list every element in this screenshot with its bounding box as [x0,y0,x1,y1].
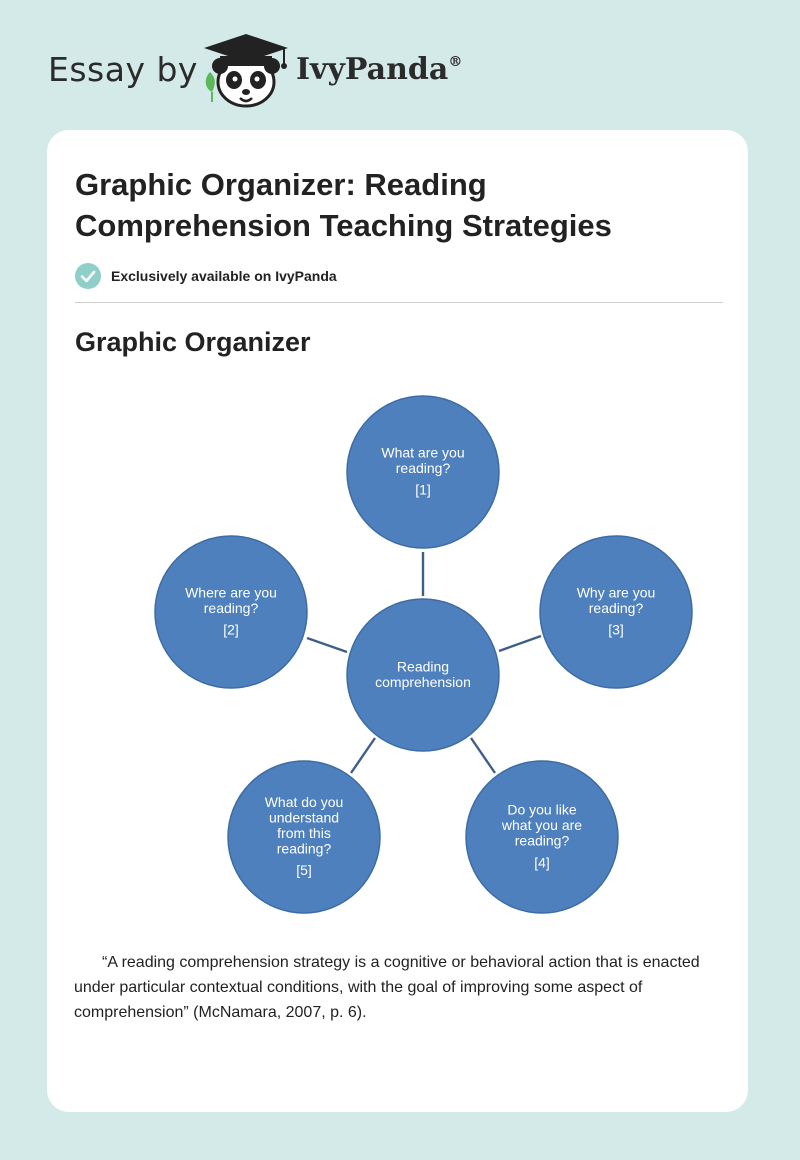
badge-text: Exclusively available on IvyPanda [111,268,337,284]
node-label: from this [277,824,331,841]
node-label: understand [268,809,340,826]
node-label: Why are you [576,584,656,601]
diagram-node [466,761,618,913]
node-label: reading? [203,599,259,616]
diagram-node [155,536,307,688]
diagram-node [540,536,692,688]
connector-line [471,738,495,773]
site-header [0,0,800,130]
node-label: What do you [264,793,344,810]
diagram-node [228,761,380,913]
connector-line [307,638,347,652]
diagram-node [347,396,499,548]
node-label: What are you [381,444,465,461]
center-node [347,599,499,751]
content-card [47,130,748,1112]
essay-by-label: Essay by [48,50,198,89]
connector-line [499,636,541,651]
node-label: reading? [395,459,451,476]
node-label: reading? [588,599,644,616]
brand-name: IvyPanda® [296,52,463,87]
node-label: Where are you [185,584,277,601]
node-label: what you are [501,817,583,834]
connector-line [351,738,375,773]
page-title: Graphic Organizer: Reading Comprehension Teaching Strategies [75,167,612,243]
node-reference: [1] [415,481,431,498]
node-label: reading? [276,840,332,857]
node-reference: [4] [534,854,550,871]
graphic-organizer-diagram [47,130,748,930]
node-reference: [5] [296,862,312,879]
node-label: comprehension [375,673,471,690]
panda-logo-icon [200,32,292,108]
quote-paragraph: “A reading comprehension strategy is a cognitive or behavioral action that is enacted under particular contextual conditions, with the goal of improving some aspect of comprehension” (McNamara, 2007, p. 6). [74,954,700,1021]
node-reference: [3] [608,621,624,638]
section-heading: Graphic Organizer [75,327,311,357]
node-reference: [2] [223,621,239,638]
node-label: Do you like [507,801,577,818]
node-label: Reading [396,658,450,675]
node-label: reading? [514,832,570,849]
